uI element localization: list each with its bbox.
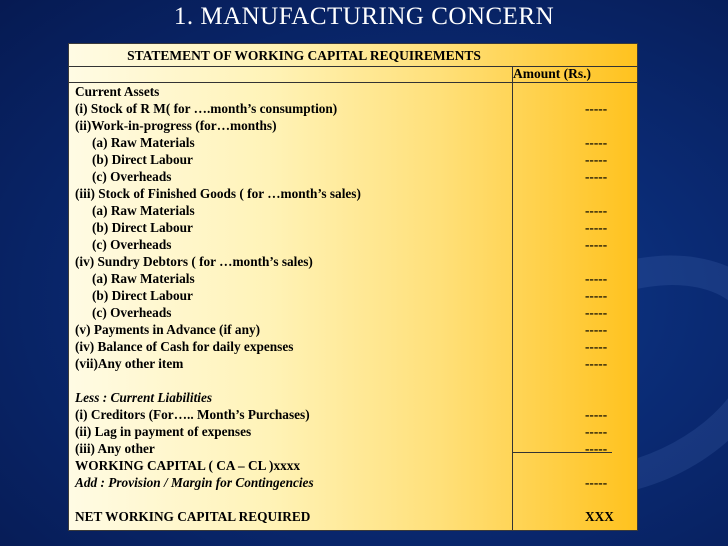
row-fg-raw-materials: (a) Raw Materials ----- bbox=[92, 203, 608, 218]
row-working-capital: WORKING CAPITAL ( CA – CL )xxxx bbox=[75, 458, 301, 473]
row-finished-goods: (iii) Stock of Finished Goods ( for …month’s sales) bbox=[75, 186, 361, 201]
row-current-assets: Current Assets bbox=[75, 84, 160, 99]
amount-column-divider bbox=[512, 66, 513, 530]
row-lag-in-payment: (ii) Lag in payment of expenses ----- bbox=[75, 424, 608, 439]
row-fg-direct-labour: (b) Direct Labour ----- bbox=[92, 220, 608, 235]
row-any-other-item: (vii)Any other item ----- bbox=[75, 356, 608, 371]
row-provision-margin: Add : Provision / Margin for Contingencies ----- bbox=[75, 475, 608, 490]
row-net-working-capital: NET WORKING CAPITAL REQUIRED XXX bbox=[75, 509, 614, 524]
row-wip-raw-materials: (a) Raw Materials ----- bbox=[92, 135, 608, 150]
row-sd-raw-materials: (a) Raw Materials ----- bbox=[92, 271, 608, 286]
slide-title: 1. MANUFACTURING CONCERN bbox=[173, 3, 555, 30]
statement-heading: STATEMENT OF WORKING CAPITAL REQUIREMENTS bbox=[127, 48, 481, 63]
row-stock-raw-material: (i) Stock of R M( for ….month’s consumption) ----- bbox=[75, 101, 608, 116]
row-wip-overheads: (c) Overheads ----- bbox=[92, 169, 608, 184]
row-less-current-liabilities: Less : Current Liabilities bbox=[75, 390, 213, 405]
amount-column-header: Amount (Rs.) bbox=[513, 66, 592, 81]
row-sd-direct-labour: (b) Direct Labour ----- bbox=[92, 288, 608, 303]
row-sundry-debtors: (iv) Sundry Debtors ( for …month’s sales) bbox=[75, 254, 313, 269]
row-fg-overheads: (c) Overheads ----- bbox=[92, 237, 608, 252]
row-any-other-liability: (iii) Any other ----- bbox=[75, 441, 608, 456]
row-wip-direct-labour: (b) Direct Labour ----- bbox=[92, 152, 608, 167]
row-payments-in-advance: (v) Payments in Advance (if any) ----- bbox=[75, 322, 608, 337]
row-balance-of-cash: (iv) Balance of Cash for daily expenses ----- bbox=[75, 339, 608, 354]
row-sd-overheads: (c) Overheads ----- bbox=[92, 305, 608, 320]
working-capital-statement bbox=[68, 43, 638, 531]
row-creditors: (i) Creditors (For….. Month’s Purchases) ----- bbox=[75, 407, 608, 422]
row-work-in-progress: (ii)Work-in-progress (for…months) bbox=[75, 118, 277, 133]
